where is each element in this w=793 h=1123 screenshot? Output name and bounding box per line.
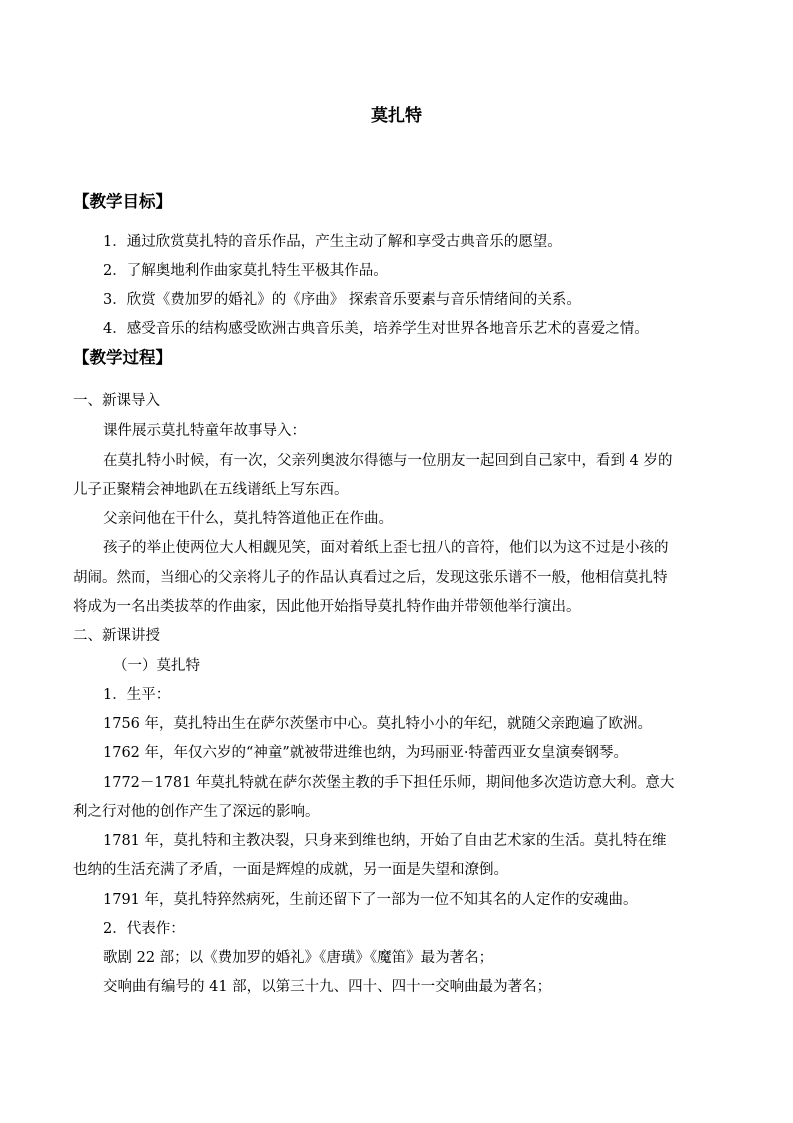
goal-item-2: 2．了解奥地利作曲家莫扎特生平极其作品。 xyxy=(103,263,388,279)
goal-item-1: 1．通过欣赏莫扎特的音乐作品，产生主动了解和享受古典音乐的愿望。 xyxy=(103,234,562,250)
bio-line-2: 1762 年，年仅六岁的“神童”就被带进维也纳，为玛丽亚·特蕾西亚女皇演奏钢琴。 xyxy=(103,745,628,761)
goal-item-4: 4．感受音乐的结构感受欧洲古典音乐美，培养学生对世界各地音乐艺术的喜爱之情。 xyxy=(103,321,649,337)
bio-line-3: 1772－1781 年莫扎特就在萨尔茨堡主教的手下担任乐师，期间他多次造访意大利。意大 xyxy=(103,775,675,791)
intro-line-2: 在莫扎特小时候，有一次，父亲列奥波尔得德与一位朋友一起回到自己家中，看到 4 岁的 xyxy=(103,453,673,469)
section-new-lesson-intro: 一、新课导入 xyxy=(73,393,160,409)
subsection-mozart: （一）莫扎特 xyxy=(113,658,200,674)
bio-line-4: 利之行对他的创作产生了深远的影响。 xyxy=(73,804,320,820)
intro-line-7: 将成为一名出类拔萃的作曲家，因此他开始指导莫扎特作曲并带领他举行演出。 xyxy=(73,599,581,615)
biography-heading: 1．生平： xyxy=(103,687,171,703)
teaching-goals-heading: 【教学目标】 xyxy=(73,192,172,211)
intro-line-3: 儿子正聚精会神地趴在五线谱纸上写东西。 xyxy=(73,482,349,498)
bio-line-1: 1756 年，莫扎特出生在萨尔茨堡市中心。莫扎特小小的年纪，就随父亲跑遍了欧洲。 xyxy=(103,716,653,732)
teaching-process-heading: 【教学过程】 xyxy=(73,348,172,367)
document-title: 莫扎特 xyxy=(371,106,422,126)
intro-line-5: 孩子的举止使两位大人相觑见笑，面对着纸上歪七扭八的音符，他们以为这不过是小孩的 xyxy=(103,540,669,556)
intro-line-6: 胡闹。然而，当细心的父亲将儿子的作品认真看过之后，发现这张乐谱不一般，他相信莫扎特 xyxy=(73,570,668,586)
goal-item-3: 3．欣赏《费加罗的婚礼》的《序曲》 探索音乐要素与音乐情绪间的关系。 xyxy=(103,292,581,308)
bio-line-6: 也纳的生活充满了矛盾，一面是辉煌的成就，另一面是失望和潦倒。 xyxy=(73,862,508,878)
bio-line-7: 1791 年，莫扎特猝然病死，生前还留下了一部为一位不知其名的人定作的安魂曲。 xyxy=(103,892,638,908)
intro-line-1: 课件展示莫扎特童年故事导入： xyxy=(103,423,306,439)
works-line-1: 歌剧 22 部；以《费加罗的婚礼》《唐璜》《魔笛》最为著名； xyxy=(103,950,494,966)
works-line-2: 交响曲有编号的 41 部，以第三十九、四十、四十一交响曲最为著名； xyxy=(103,979,552,995)
section-new-lesson-teaching: 二、新课讲授 xyxy=(73,628,160,644)
works-heading: 2．代表作： xyxy=(103,921,185,937)
bio-line-5: 1781 年，莫扎特和主教决裂，只身来到维也纳，开始了自由艺术家的生活。莫扎特在维 xyxy=(103,833,667,849)
intro-line-4: 父亲问他在干什么，莫扎特答道他正在作曲。 xyxy=(103,511,393,527)
